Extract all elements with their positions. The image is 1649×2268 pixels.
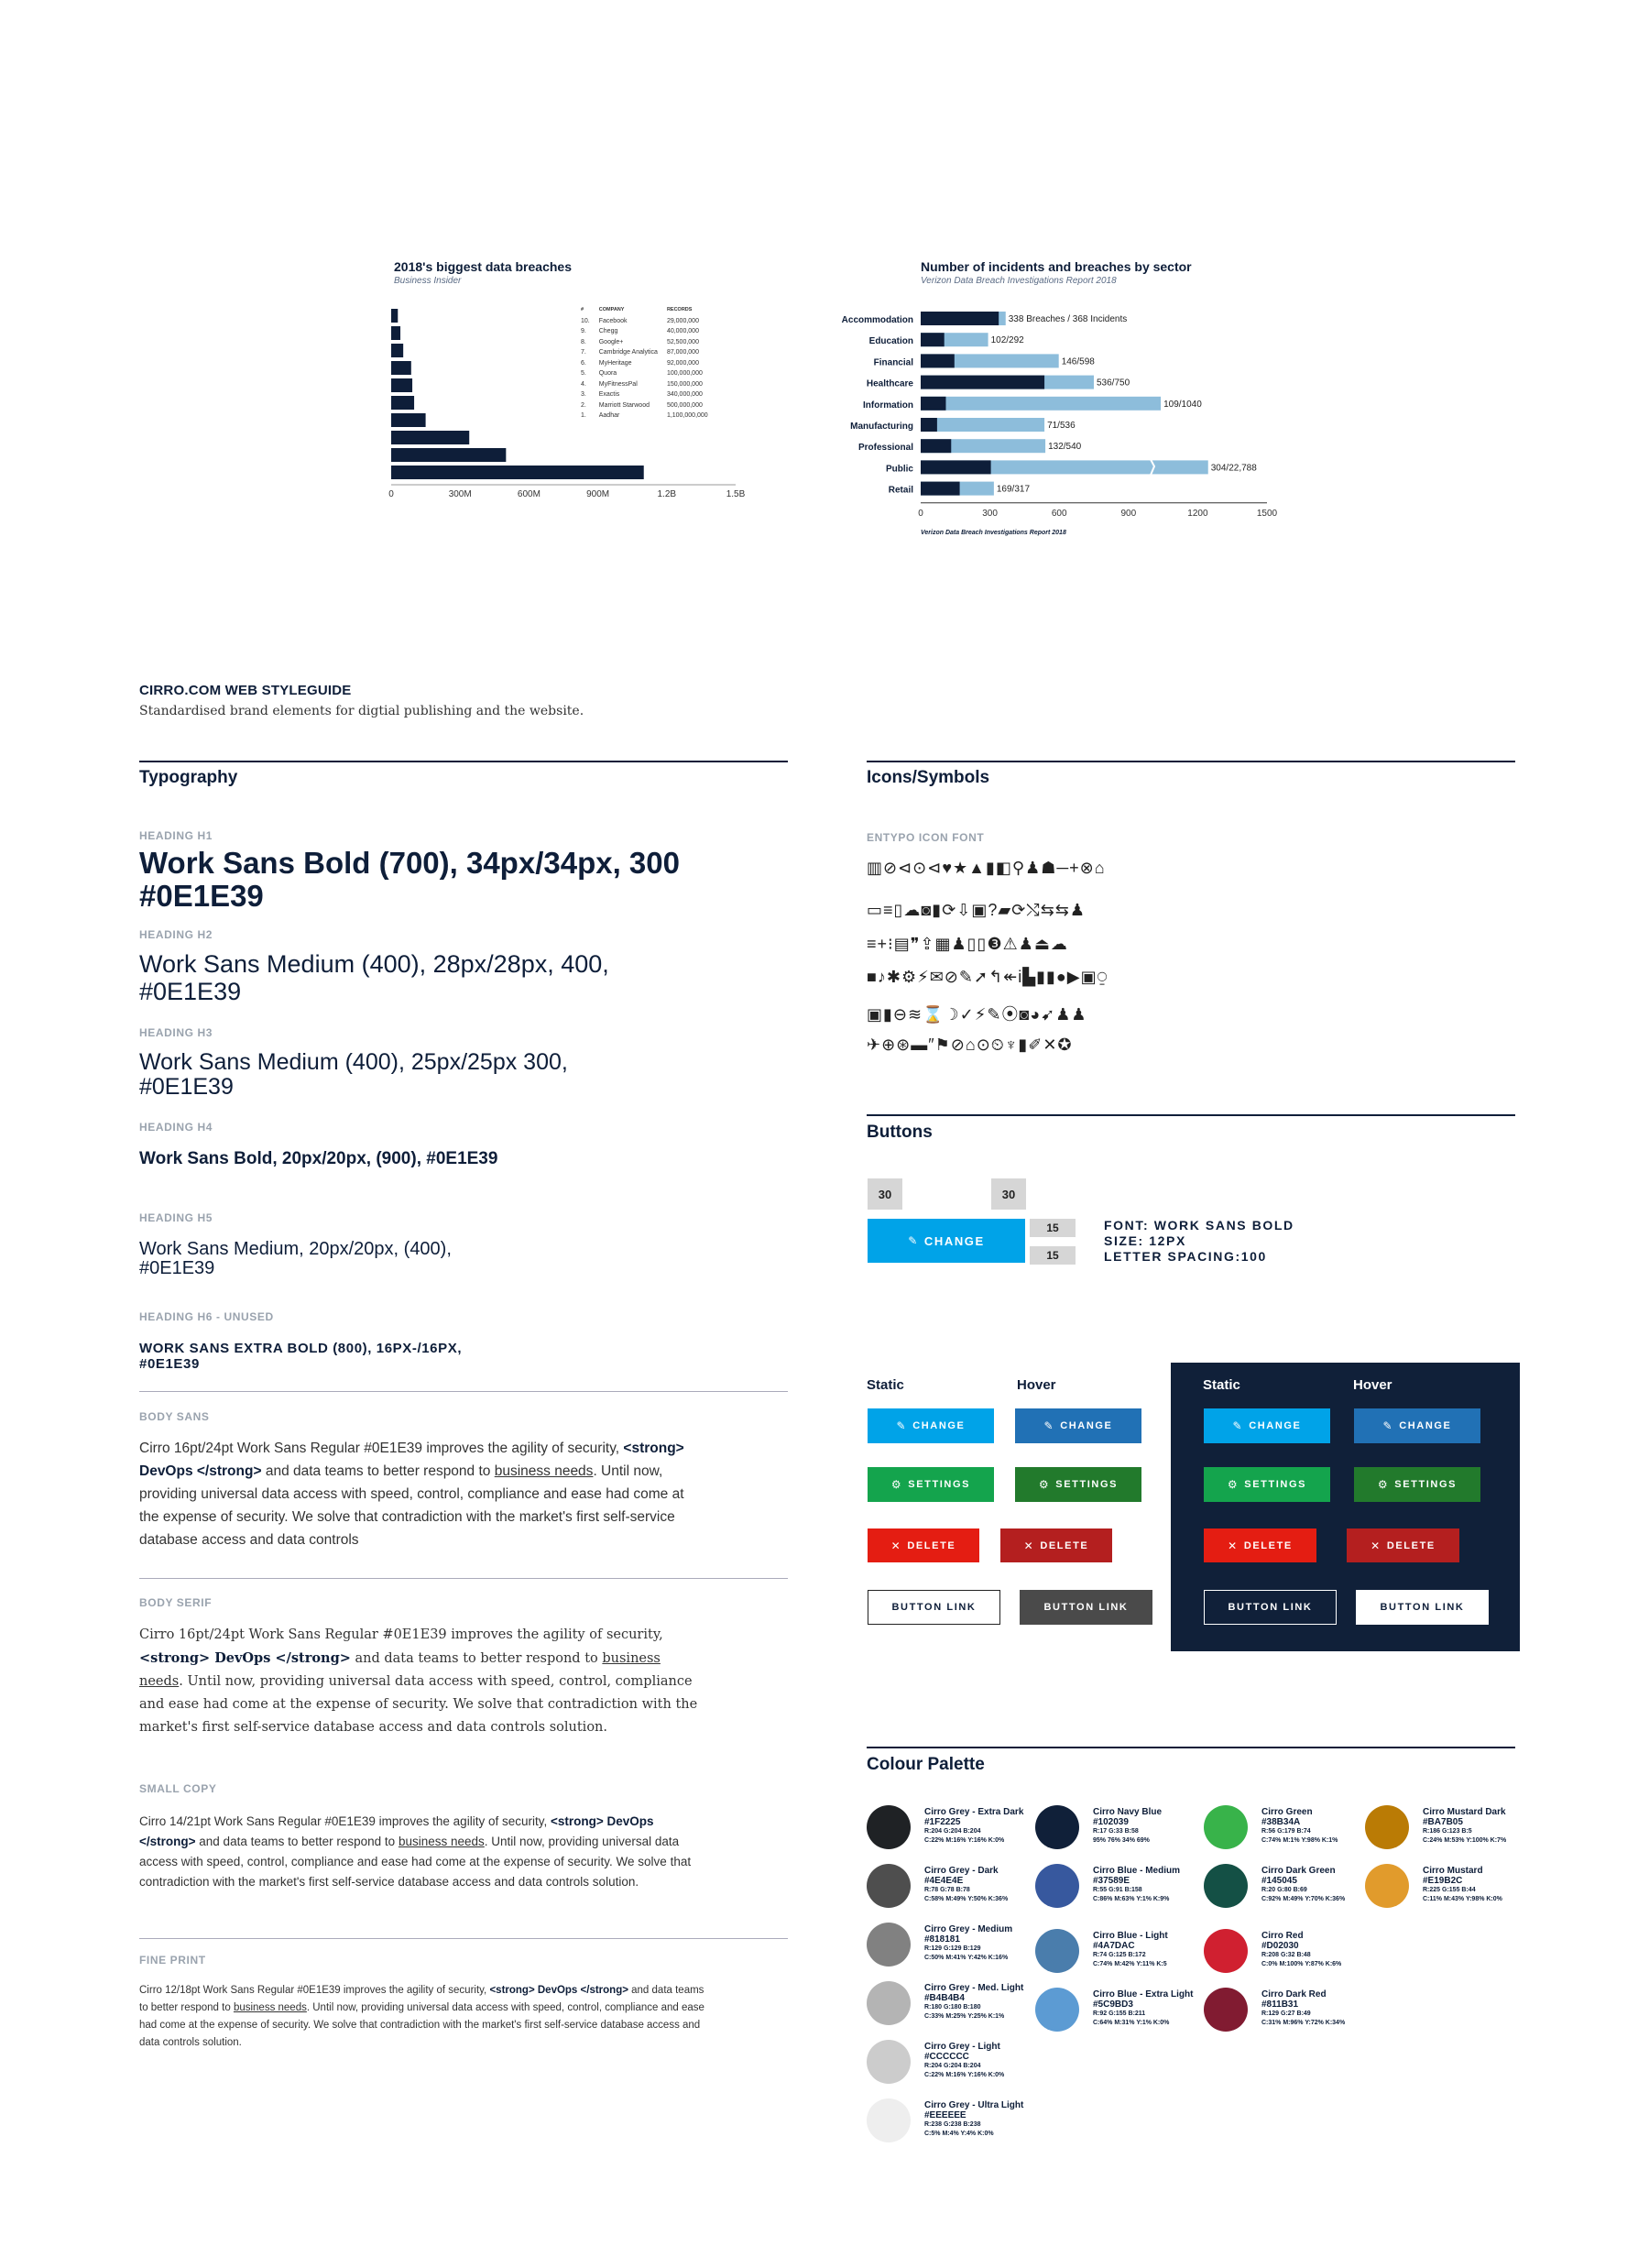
colour-swatch (867, 2098, 911, 2142)
divider (139, 1938, 788, 1939)
delete-button[interactable]: ✕ DELETE (868, 1528, 979, 1562)
icon-row: ■♪✱⚙⚡✉⊘✎➚↰↞i▙▮▮●▶▣⍜ (867, 968, 1108, 986)
swatch-cmyk: C:86% M:63% Y:1% K:9% (1093, 1896, 1170, 1902)
swatch-info (924, 2042, 1039, 2080)
table-cell: 8. (581, 338, 586, 345)
table-cell: 40,000,000 (666, 328, 699, 334)
table-cell: 6. (581, 359, 586, 367)
table-row (581, 411, 717, 422)
table-cell: 3. (581, 391, 586, 398)
swatch-cmyk: C:92% M:49% Y:70% K:36% (1261, 1896, 1346, 1902)
swatch-name: Cirro Grey - Ultra Light (924, 2100, 1024, 2110)
dark-settings-button[interactable]: ⚙ SETTINGS (1204, 1467, 1330, 1502)
edit-icon: ✎ (908, 1234, 919, 1247)
close-icon: ✕ (1228, 1539, 1239, 1552)
swatch-hex: #37589E (1093, 1876, 1130, 1886)
category-label: Healthcare (866, 378, 913, 389)
table-header: RECORDS (666, 307, 693, 312)
gear-icon: ⚙ (1377, 1478, 1390, 1491)
swatch-cmyk: C:24% M:53% Y:100% K:7% (1423, 1837, 1507, 1844)
h2-sample: Work Sans Medium (400), 28px/28px, 400, #0E1E39 (139, 950, 609, 1005)
category-label: Retail (888, 485, 913, 496)
swatch-rgb: R:238 G:238 B:238 (924, 2121, 981, 2128)
buttons-title: Buttons (867, 1123, 933, 1142)
swatch-cmyk: C:64% M:31% Y:1% K:0% (1093, 2020, 1170, 2026)
swatch-hex: #4A7DAC (1093, 1941, 1135, 1951)
swatch-hex: #4E4E4E (924, 1876, 964, 1886)
gear-icon: ⚙ (1227, 1478, 1239, 1491)
breaches-bar (921, 460, 991, 474)
icon-row: ▥⊘⊲⊙⊲♥★▲▮◧⚲♟☗─+⊗⌂ (867, 859, 1106, 877)
colour-swatch (1035, 1988, 1079, 2032)
colour-swatch (867, 1805, 911, 1849)
dark-settings-button-hover[interactable]: ⚙ SETTINGS (1354, 1467, 1480, 1502)
breach-bar (391, 413, 426, 427)
colour-swatch (1204, 1988, 1248, 2032)
styleguide-title: CIRRO.COM WEB STYLEGUIDE (139, 683, 352, 698)
static-label: Static (867, 1377, 904, 1393)
data-label: 132/540 (1048, 442, 1082, 453)
swatch-name: Cirro Green (1261, 1807, 1313, 1817)
buttons-rule (867, 1114, 1515, 1116)
swatch-name: Cirro Grey - Extra Dark (924, 1807, 1024, 1817)
table-cell: 2. (581, 401, 586, 409)
h2-label: HEADING H2 (139, 928, 213, 941)
swatch-rgb: R:74 G:125 B:172 (1093, 1952, 1146, 1958)
swatch-hex: #145045 (1261, 1876, 1297, 1886)
table-cell: 7. (581, 349, 586, 356)
fine-print-label: FINE PRINT (139, 1954, 206, 1967)
tick-label: 0 (388, 489, 394, 499)
table-cell: Facebook (598, 317, 628, 324)
swatch-cmyk: C:50% M:41% Y:42% K:16% (924, 1955, 1009, 1961)
category-label: Public (885, 464, 913, 475)
swatch-rgb: R:56 G:179 B:74 (1261, 1828, 1311, 1835)
h4-label: HEADING H4 (139, 1121, 213, 1134)
swatch-hex: #B4B4B4 (924, 1993, 965, 2003)
icon-row: ▣▮⊖≋⌛☽✓⚡✎⦿◙◕➹♟♟ (867, 1005, 1087, 1024)
h5-label: HEADING H5 (139, 1211, 213, 1224)
gear-icon: ⚙ (1038, 1478, 1051, 1491)
swatch-hex: #1F2225 (924, 1817, 961, 1827)
business-needs-link[interactable]: business needs (139, 1651, 661, 1689)
breach-bar (391, 326, 400, 340)
small-copy-label: SMALL COPY (139, 1782, 217, 1795)
colour-swatch (1204, 1864, 1248, 1908)
table-cell: Chegg (598, 328, 618, 334)
tick-label: 1.5B (726, 489, 746, 499)
button-link[interactable]: BUTTON LINK (868, 1590, 1000, 1625)
h4-sample: Work Sans Bold, 20px/20px, (900), #0E1E39 (139, 1149, 498, 1168)
tick-label: 1.2B (657, 489, 677, 499)
chart1-subtitle: Business Insider (394, 276, 462, 286)
colour-swatch (1035, 1864, 1079, 1908)
data-label: 71/536 (1047, 421, 1076, 431)
business-needs-link[interactable]: business needs (494, 1463, 594, 1479)
close-icon: ✕ (1023, 1539, 1035, 1552)
table-cell: MyFitnessPal (598, 380, 638, 388)
table-cell: 500,000,000 (666, 401, 703, 409)
settings-button-hover[interactable]: ⚙ SETTINGS (1015, 1467, 1141, 1502)
tick-label: 600M (517, 489, 541, 499)
change-button-hover[interactable]: ✎ CHANGE (1015, 1408, 1141, 1443)
gear-icon: ⚙ (890, 1478, 903, 1491)
swatch-name: Cirro Grey - Light (924, 2042, 1000, 2052)
category-label: Manufacturing (850, 422, 913, 432)
swatch-rgb: R:129 G:129 B:129 (924, 1945, 981, 1952)
chart2-subtitle: Verizon Data Breach Investigations Report 2018 (921, 276, 1117, 286)
swatch-name: Cirro Mustard Dark (1423, 1807, 1506, 1817)
settings-button[interactable]: ⚙ SETTINGS (868, 1467, 994, 1502)
swatch-rgb: R:92 G:155 B:211 (1093, 2011, 1146, 2017)
swatch-cmyk: C:5% M:4% Y:4% K:0% (924, 2131, 994, 2137)
table-header: COMPANY (598, 307, 625, 312)
category-label: Accommodation (841, 315, 913, 325)
swatch-rgb: R:78 G:78 B:78 (924, 1887, 970, 1893)
data-label: 338 Breaches / 368 Incidents (1008, 314, 1128, 324)
swatch-rgb: R:204 G:204 B:204 (924, 1828, 981, 1835)
typography-title: Typography (139, 768, 238, 787)
tick-label: 300M (448, 489, 472, 499)
data-label: 169/317 (996, 484, 1031, 495)
swatch-info (924, 1866, 1039, 1904)
table-cell: MyHeritage (598, 359, 632, 367)
data-label: 146/598 (1061, 356, 1095, 367)
styleguide-header (139, 683, 584, 718)
swatch-info (1093, 1989, 1207, 2028)
h6-label: HEADING H6 - UNUSED (139, 1310, 274, 1323)
padding-dimension: 15 (1030, 1219, 1076, 1237)
chart2-header (921, 259, 1192, 286)
table-header: # (581, 307, 584, 312)
swatch-cmyk: C:22% M:16% Y:16% K:0% (924, 2072, 1005, 2078)
tick-label: 900 (1120, 508, 1137, 519)
fine-print-sample: Cirro 12/18pt Work Sans Regular #0E1E39 improves the agility of security, <strong> DevOps </strong> and data teams to better respond to business needs. Until now, providing universal data access with speed, control, compliance and ease had come at the expense of security. We solve that contradiction with the market's first self-service database access and data controls solution. (139, 1985, 704, 2048)
data-label: 304/22,788 (1210, 463, 1257, 474)
breach-bar (391, 396, 414, 410)
category-label: Professional (857, 443, 913, 454)
table-cell: 92,000,000 (666, 359, 699, 367)
swatch-rgb: R:208 G:32 B:48 (1261, 1952, 1311, 1958)
h3-label: HEADING H3 (139, 1026, 213, 1039)
h3-sample: Work Sans Medium (400), 25px/25px 300, #0E1E39 (139, 1049, 568, 1100)
swatch-name: Cirro Blue - Extra Light (1093, 1989, 1194, 2000)
tick-label: 600 (1051, 508, 1067, 519)
typography-rule (139, 761, 788, 762)
tick-label: 1200 (1187, 508, 1208, 519)
swatch-cmyk: C:33% M:25% Y:25% K:1% (924, 2013, 1005, 2020)
table-cell: Aadhar (598, 412, 620, 419)
swatch-rgb: R:180 G:180 B:180 (924, 2004, 981, 2011)
change-sample-button[interactable]: ✎ CHANGE (868, 1219, 1025, 1263)
breaches-bar (921, 376, 1044, 389)
breach-bar (391, 466, 644, 479)
swatch-name: Cirro Blue - Light (1093, 1931, 1168, 1941)
palette-rule (867, 1747, 1515, 1748)
button-spec: FONT: WORK SANS BOLD SIZE: 12PX LETTER SPACING:100 (1104, 1218, 1294, 1264)
breaches-bar (921, 312, 999, 325)
swatch-rgb: R:186 G:123 B:5 (1423, 1828, 1472, 1835)
table-cell: 9. (581, 328, 586, 334)
table-cell: 1,100,000,000 (666, 412, 708, 419)
table-cell: 10. (581, 317, 590, 324)
breach-bar (391, 344, 403, 357)
change-button[interactable]: ✎ CHANGE (868, 1408, 994, 1443)
chart1-title: 2018's biggest data breaches (394, 259, 572, 274)
swatch-cmyk: C:74% M:1% Y:98% K:1% (1261, 1837, 1338, 1844)
incidents-bar (921, 397, 1161, 411)
table-cell: Marriott Starwood (598, 401, 650, 409)
dark-static-label: Static (1203, 1377, 1240, 1393)
table-row (581, 316, 717, 327)
data-label: 109/1040 (1163, 399, 1202, 410)
swatch-info (1261, 1989, 1376, 2028)
chart1-header (394, 259, 572, 286)
table-cell: Google+ (598, 338, 624, 345)
breaches-bar (921, 482, 960, 496)
dark-delete-button-hover[interactable]: ✕ DELETE (1347, 1528, 1459, 1562)
colour-swatch (1204, 1805, 1248, 1849)
swatch-name: Cirro Red (1261, 1931, 1304, 1941)
swatch-name: Cirro Grey - Medium (924, 1924, 1013, 1934)
padding-dimension: 15 (1030, 1246, 1076, 1265)
table-row (581, 389, 717, 400)
table-row (581, 400, 717, 411)
swatch-hex: #5C9BD3 (1093, 2000, 1133, 2010)
breaches-bar (921, 333, 945, 346)
table-row (581, 337, 717, 348)
edit-icon: ✎ (1382, 1419, 1394, 1432)
colour-swatch (1035, 1805, 1079, 1849)
dark-delete-button[interactable]: ✕ DELETE (1204, 1528, 1316, 1562)
breach-bar (391, 309, 398, 323)
swatch-hex: #811B31 (1261, 2000, 1299, 2010)
icon-row: ≡+⁝▤❞⇪▦♟▯▯❸⚠♟⏏☁ (867, 935, 1068, 953)
swatch-hex: #818181 (924, 1934, 960, 1945)
swatch-name: Cirro Dark Green (1261, 1866, 1336, 1876)
breach-bar (391, 378, 412, 392)
dark-hover-label: Hover (1353, 1377, 1392, 1393)
table-cell: 4. (581, 380, 586, 388)
table-cell: 1. (581, 412, 586, 419)
swatch-hex: #102039 (1093, 1817, 1129, 1827)
colour-swatch (1035, 1929, 1079, 1973)
swatch-name: Cirro Navy Blue (1093, 1807, 1163, 1817)
close-icon: ✕ (1371, 1539, 1381, 1552)
table-cell: Exactis (598, 391, 620, 398)
edit-icon: ✎ (1232, 1419, 1244, 1432)
swatch-rgb: R:55 G:91 B:158 (1093, 1887, 1142, 1893)
swatch-info (1261, 1807, 1376, 1846)
chart2-title: Number of incidents and breaches by sector (921, 259, 1192, 274)
swatch-rgb: R:17 G:33 B:58 (1093, 1828, 1139, 1835)
swatch-info (1423, 1866, 1537, 1904)
palette-title: Colour Palette (867, 1755, 985, 1774)
tick-label: 0 (918, 508, 923, 519)
body-serif-label: BODY SERIF (139, 1596, 213, 1609)
table-cell: 5. (581, 370, 586, 377)
swatch-name: Cirro Grey - Med. Light (924, 1983, 1024, 1993)
category-label: Education (868, 336, 913, 347)
business-needs-link[interactable]: business needs (398, 1835, 485, 1848)
close-icon: ✕ (890, 1539, 902, 1552)
table-cell: 150,000,000 (666, 380, 703, 388)
tick-label: 300 (982, 508, 998, 519)
table-cell: 29,000,000 (666, 317, 699, 324)
swatch-hex: #D02030 (1261, 1941, 1299, 1951)
swatch-hex: #EEEEEE (924, 2110, 966, 2120)
icons-title: Icons/Symbols (867, 768, 990, 787)
breaches-bar (921, 418, 937, 432)
dark-button-link-hover[interactable]: BUTTON LINK (1356, 1590, 1489, 1625)
table-cell: Cambridge Analytica (598, 349, 658, 356)
chart2-footnote: Verizon Data Breach Investigations Report 2018 (921, 530, 1066, 536)
swatch-cmyk: C:0% M:100% Y:87% K:6% (1261, 1961, 1342, 1967)
data-label: 536/750 (1097, 378, 1130, 389)
swatch-info (1261, 1931, 1376, 1969)
breaches-bar (921, 354, 955, 367)
table-cell: 340,000,000 (666, 391, 703, 398)
delete-button-hover[interactable]: ✕ DELETE (1000, 1528, 1112, 1562)
category-label: Information (863, 400, 913, 411)
swatch-name: Cirro Blue - Medium (1093, 1866, 1181, 1876)
breaches-bar (921, 397, 945, 411)
swatch-cmyk: C:11% M:43% Y:98% K:0% (1423, 1896, 1502, 1902)
swatch-info (1423, 1807, 1537, 1846)
colour-swatch (867, 1864, 911, 1908)
colour-swatch (867, 1923, 911, 1967)
colour-swatch (867, 2040, 911, 2084)
swatch-cmyk: C:31% M:96% Y:72% K:34% (1261, 2020, 1346, 2026)
swatch-hex: #CCCCCC (924, 2052, 969, 2062)
colour-swatch (1365, 1864, 1409, 1908)
swatch-rgb: R:129 G:27 B:49 (1261, 2011, 1311, 2017)
table-cell: 100,000,000 (666, 370, 703, 377)
swatch-name: Cirro Dark Red (1261, 1989, 1327, 2000)
table-cell: 87,000,000 (666, 349, 699, 356)
swatch-cmyk: C:58% M:49% Y:50% K:36% (924, 1896, 1009, 1902)
divider (139, 1391, 788, 1392)
swatch-info (1093, 1807, 1207, 1846)
icon-font-label: ENTYPO ICON FONT (867, 831, 985, 844)
breach-bar (391, 361, 411, 375)
divider (139, 1578, 788, 1579)
table-cell: Quora (598, 370, 617, 377)
breaches-table (581, 305, 717, 422)
colour-swatch (867, 1981, 911, 2025)
tick-label: 1500 (1256, 508, 1278, 519)
dark-change-button-hover[interactable]: ✎ CHANGE (1354, 1408, 1480, 1443)
hover-label: Hover (1017, 1377, 1056, 1393)
h5-sample: Work Sans Medium, 20px/20px, (400), #0E1E39 (139, 1239, 452, 1278)
data-label: 102/292 (990, 335, 1024, 346)
swatch-name: Cirro Grey - Dark (924, 1866, 999, 1876)
icon-row: ▭≡▯☁◙▮⟳⇩▣?▰⟳⤭⇆⇆♟ (867, 901, 1086, 919)
table-row (581, 379, 717, 390)
h1-sample: Work Sans Bold (700), 34px/34px, 300 #0E1E39 (139, 846, 680, 913)
small-copy-sample: Cirro 14/21pt Work Sans Regular #0E1E39 improves the agility of security, <strong> DevOps </strong> and data teams to better respond to business needs. Until now, providing universal data access with speed, control, compliance and ease had come at the expense of security. We solve that contradiction with the market's first self-service database access and data controls solution. (139, 1814, 692, 1889)
body-serif-sample: Cirro 16pt/24pt Work Sans Regular #0E1E39 improves the agility of security, <strong> DevOps </strong> and data teams to better respond to business needs. Until now, providing universal data access with speed, control, compliance and ease had come at the expense of security. We solve that contradiction with the market's first self-service database access and data controls solution. (139, 1627, 698, 1735)
category-label: Financial (873, 357, 913, 368)
swatch-hex: #38B34A (1261, 1817, 1301, 1827)
swatch-rgb: R:204 G:204 B:204 (924, 2063, 981, 2069)
breach-bar (391, 448, 506, 462)
styleguide-subtitle: Standardised brand elements for digtial publishing and the website. (139, 704, 584, 718)
swatch-info (1261, 1866, 1376, 1904)
swatch-cmyk: C:74% M:42% Y:11% K:5 (1093, 1961, 1167, 1967)
h6-sample: WORK SANS EXTRA BOLD (800), 16PX-/16PX, #0E1E39 (139, 1341, 463, 1372)
incidents-bar (921, 418, 1044, 432)
table-row (581, 326, 717, 337)
icon-row: ✈⊕⊛▬″⚑⊘⌂⊙⏲♆▮✐✕✪ (867, 1035, 1073, 1054)
padding-dimension: 30 (991, 1178, 1026, 1210)
swatch-info (924, 1983, 1039, 2021)
h1-label: HEADING H1 (139, 829, 213, 842)
dark-change-button[interactable]: ✎ CHANGE (1204, 1408, 1330, 1443)
swatch-hex: #BA7B05 (1423, 1817, 1463, 1827)
swatch-hex: #E19B2C (1423, 1876, 1463, 1886)
swatch-info (924, 2100, 1039, 2139)
edit-icon: ✎ (1043, 1419, 1055, 1432)
swatch-cmyk: C:22% M:16% Y:16% K:0% (924, 1837, 1005, 1844)
swatch-cmyk: 95% 76% 34% 69% (1093, 1837, 1150, 1844)
sector-bar-chart (806, 302, 1301, 522)
breach-bar (391, 431, 469, 444)
table-row (581, 347, 717, 358)
table-row (581, 368, 717, 379)
swatch-info (924, 1807, 1039, 1846)
swatch-info (1093, 1931, 1207, 1969)
edit-icon: ✎ (896, 1419, 908, 1432)
colour-swatch (1204, 1929, 1248, 1973)
icons-rule (867, 761, 1515, 762)
padding-dimension: 30 (868, 1178, 902, 1210)
table-cell: 52,500,000 (666, 338, 699, 345)
swatch-rgb: R:225 G:155 B:44 (1423, 1887, 1476, 1893)
body-sans-sample: Cirro 16pt/24pt Work Sans Regular #0E1E39 improves the agility of security, <strong> DevOps </strong> and data teams to better respond to business needs. Until now, providing universal data access with speed, control, compliance and ease had come at the expense of security. We solve that contradiction with the market's first self-service database access and data controls (139, 1441, 684, 1548)
table-row (581, 358, 717, 369)
business-needs-link[interactable]: business needs (233, 2002, 307, 2013)
colour-swatch (1365, 1805, 1409, 1849)
button-link-hover[interactable]: BUTTON LINK (1020, 1590, 1152, 1625)
swatch-name: Cirro Mustard (1423, 1866, 1483, 1876)
body-sans-label: BODY SANS (139, 1410, 210, 1423)
dark-button-link[interactable]: BUTTON LINK (1204, 1590, 1337, 1625)
swatch-rgb: R:20 G:80 B:69 (1261, 1887, 1307, 1893)
swatch-info (924, 1924, 1039, 1963)
swatch-info (1093, 1866, 1207, 1904)
tick-label: 900M (586, 489, 610, 499)
breaches-bar (921, 439, 951, 453)
